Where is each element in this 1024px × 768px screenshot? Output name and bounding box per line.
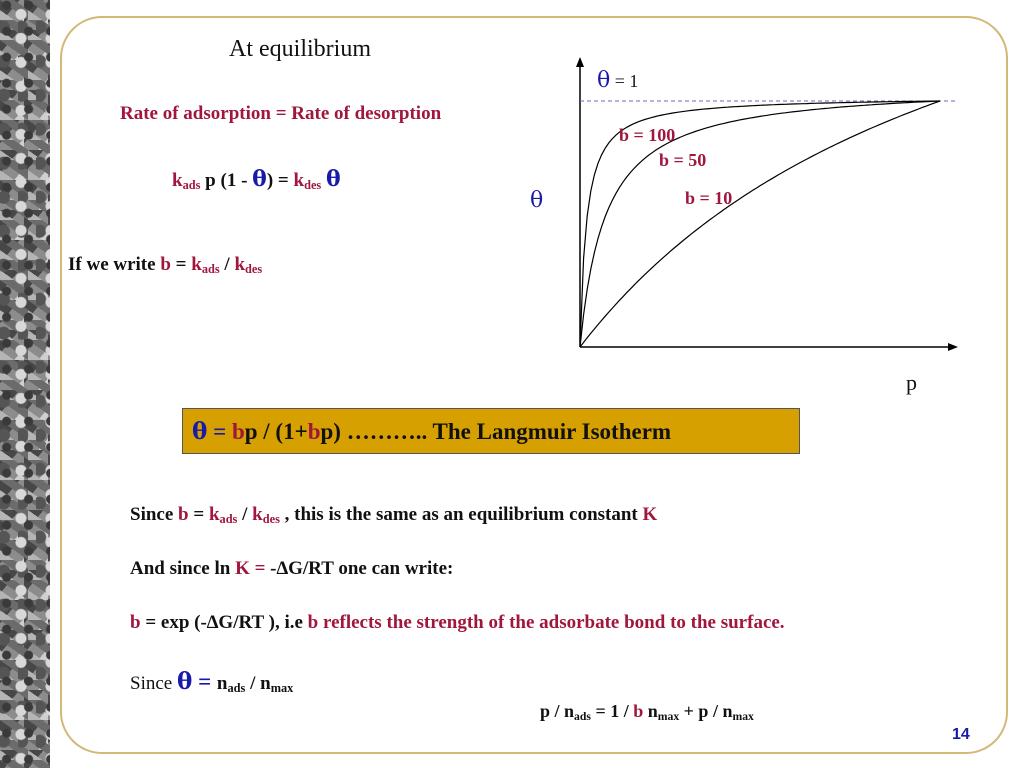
page-number: 14 (952, 726, 970, 743)
curve-label-b10: b = 10 (685, 188, 733, 208)
curve-label-b100: b = 100 (619, 125, 676, 145)
slide-title: At equilibrium (229, 36, 371, 62)
linearized-langmuir-equation: $p / n_{ads} = 1 / b$ $n_{max} + p / n_{max}$ (540, 701, 754, 723)
equilibrium-equation: $k_{ads}$ p $(1 - \theta) = k_{des}$ θ (172, 166, 341, 193)
langmuir-formula: θ = bp / (1+bp) ……….. The Langmuir Isotherm (192, 418, 672, 445)
background-texture (0, 0, 50, 768)
coverage-ratio-statement: Since $\theta = n_{ads} / n_{max}$ (130, 668, 294, 696)
k-des: $k_{des}$ (293, 170, 322, 193)
bond-strength-statement: b = exp (-∆G/RT ), i.e b reflects the strength of the adsorbate bond to the surface. (130, 612, 785, 633)
gibbs-relation-statement: And since ln K = -∆G/RT one can write: (130, 558, 454, 579)
curve-label-b50: b = 50 (659, 150, 707, 170)
x-axis (580, 343, 958, 351)
x-axis-p-label: p (906, 370, 917, 395)
b-definition: If we write $b = k_{ads} / k_{des}$ (68, 254, 263, 277)
equilibrium-constant-statement: Since $b = k_{ads} / k_{des}$ , this is the same as an equilibrium constant K (130, 504, 658, 527)
y-axis-theta-label: θ (530, 188, 544, 213)
langmuir-isotherm-graph (560, 55, 970, 365)
theta-equals-one-label: θ = 1 (597, 68, 639, 93)
k-ads: $k_{ads}$ (172, 170, 201, 193)
rate-statement: Rate of adsorption = Rate of desorption (120, 103, 442, 124)
